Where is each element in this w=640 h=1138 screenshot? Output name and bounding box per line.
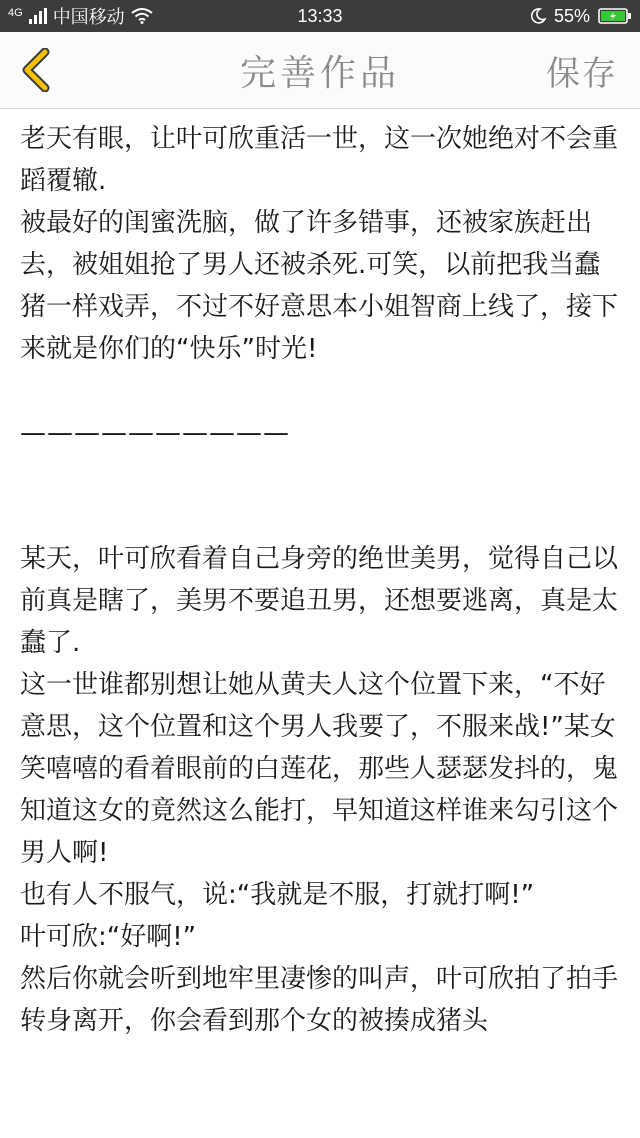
blank-line — [20, 496, 620, 538]
paragraph-6: 叶可欣:“好啊!” — [20, 922, 197, 952]
paragraph-7: 然后你就会听到地牢里凄惨的叫声，叶可欣拍了拍手转身离开，你会看到那个女的被揍成猪头 — [20, 964, 619, 1036]
editor-content[interactable] — [20, 118, 620, 1134]
save-button[interactable]: 保存 — [546, 53, 618, 94]
paragraph-2: 被最好的闺蜜洗脑，做了许多错事，还被家族赶出去，被姐姐抢了男人还被杀死.可笑，以前把我当蠢猪一样戏弄，不过不好意思本小姐智商上线了，接下来就是你们的“快乐”时光! — [20, 208, 619, 364]
nav-bar — [0, 32, 640, 109]
battery-icon — [598, 7, 632, 25]
status-time: 13:33 — [297, 5, 343, 26]
blank-line — [20, 370, 620, 412]
chevron-left-icon — [21, 48, 51, 92]
page-title: 完善作品 — [239, 52, 400, 94]
divider-line: —————————— — [20, 418, 290, 448]
paragraph-1: 老天有眼，让叶可欣重活一世，这一次她绝对不会重蹈覆辙. — [20, 124, 619, 196]
status-right — [530, 0, 632, 32]
paragraph-3: 某天，叶可欣看着自己身旁的绝世美男，觉得自己以前真是瞎了，美男不要追丑男，还想要逃离，真是太蠢了. — [20, 544, 619, 658]
status-bar — [0, 0, 640, 32]
paragraph-4: 这一世谁都别想让她从黄夫人这个位置下来，“不好意思，这个位置和这个男人我要了，不服来战!”某女笑嘻嘻的看着眼前的白莲花，那些人瑟瑟发抖的，鬼知道这女的竟然这么能打，早知道这样谁来勾引这个男人啊! — [20, 670, 619, 868]
paragraph-5: 也有人不服气，说:“我就是不服，打就打啊!” — [20, 880, 535, 910]
blank-line — [20, 454, 620, 496]
moon-icon — [530, 8, 546, 24]
carrier-label: 中国移动 — [52, 7, 125, 27]
network-label: 4G — [8, 7, 23, 19]
battery-percent: 55% — [553, 5, 590, 26]
back-button[interactable] — [12, 44, 60, 96]
